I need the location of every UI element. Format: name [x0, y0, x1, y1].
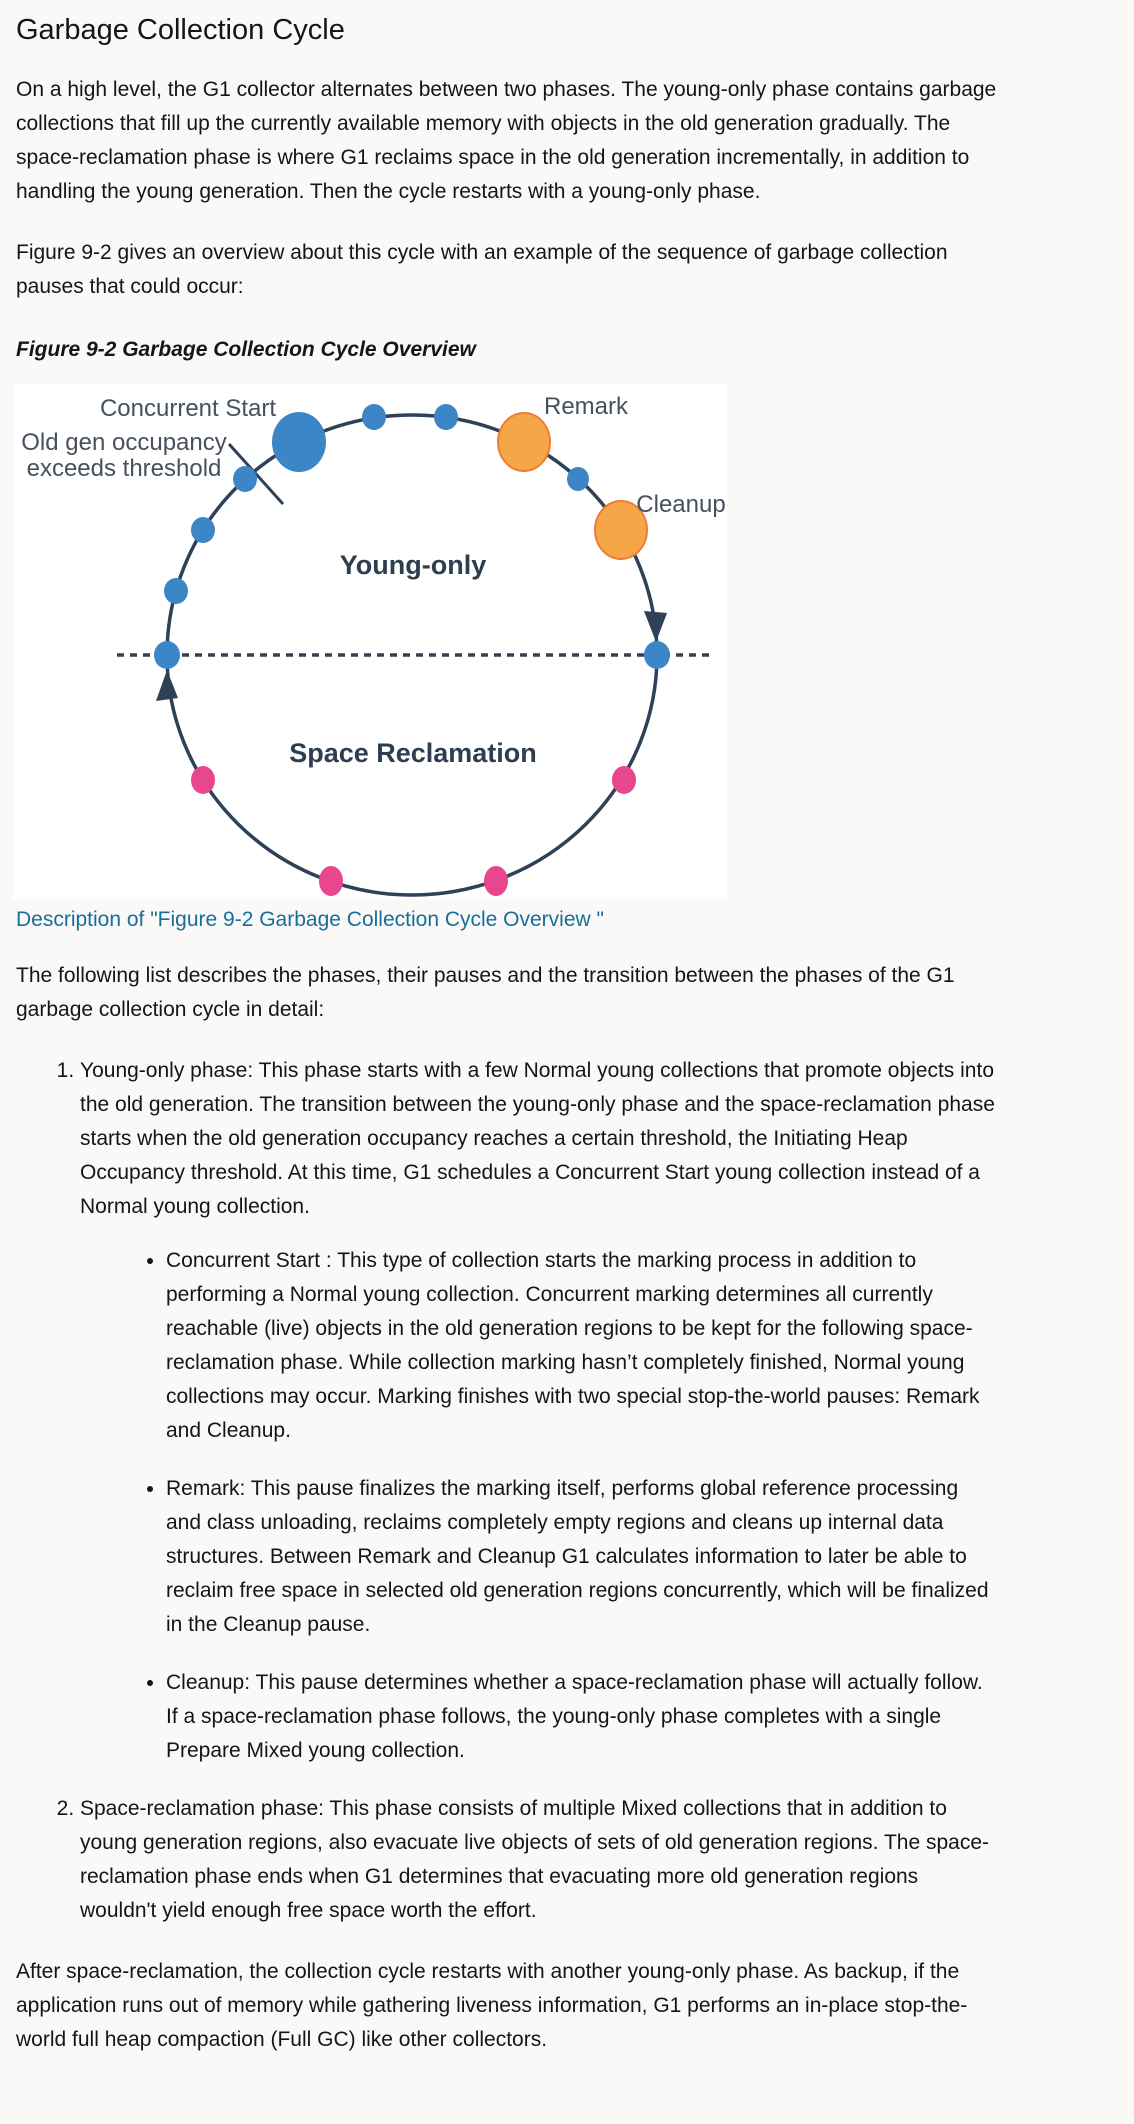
old-gen-occupancy-label-line2: exceeds threshold: [26, 455, 222, 482]
list-item-remark: • Remark: This pause finalizes the marking itself, performs global reference processing and class unloading, reclaims completely empty regions and cleans up internal data structures. Between Remark and Cleanup G1 calculates information to later be able to reclaim free space in selected old generation regions concurrently, which will be finalized in the Cleanup pause.: [166, 1472, 998, 1642]
cycle-arrow-down: [644, 611, 667, 642]
list-item-cleanup: • Cleanup: This pause determines whether a space-reclamation phase will actually follow. If a space-reclamation phase follows, the young-only phase completes with a single Prepare Mixed young collection.: [166, 1666, 998, 1768]
young-dot-top-2: [434, 404, 458, 430]
space-reclamation-phase-label: Space Reclamation: [289, 738, 537, 768]
figure-description-link[interactable]: Description of "Figure 9-2 Garbage Collection Cycle Overview ": [16, 908, 604, 931]
page-title: Garbage Collection Cycle: [16, 14, 345, 46]
young-dot-top-1: [362, 404, 386, 430]
young-dot-left-mid: [164, 578, 188, 604]
list-item-young-only-phase: [80, 1054, 998, 1768]
concurrent-start-label: Concurrent Start: [99, 395, 277, 422]
young-dot-left-dash: [154, 641, 180, 669]
gc-cycle-diagram: [13, 384, 727, 899]
closing-paragraph: After space-reclamation, the collection cycle restarts with another young-only phase. As backup, if the application runs out of memory while gathering liveness information, G1 performs an in-place stop-the-world full heap compaction (Full GC) like other collectors.: [16, 1960, 968, 2051]
young-only-phase-text: Young-only phase: This phase starts with a few Normal young collections that promote objects into the old generation. The transition between the young-only phase and the space-reclamation phase starts when the old generation occupancy reaches a certain threshold, the Initiating Heap Occupancy threshold. At this time, G1 schedules a Concurrent Start young collection instead of a Normal young collection.: [80, 1059, 995, 1218]
list-intro-paragraph: The following list describes the phases, their pauses and the transition between the phases of the G1 garbage collection cycle in detail:: [16, 964, 955, 1021]
intro-paragraph-2: Figure 9-2 gives an overview about this cycle with an example of the sequence of garbage collection pauses that could occur:: [16, 241, 948, 298]
list-item-space-reclamation-phase: [80, 1792, 998, 1928]
cleanup-label: Cleanup: [636, 491, 726, 518]
mixed-dot-bottom-right: [484, 866, 508, 896]
young-only-phase-label: Young-only: [339, 550, 487, 580]
intro-paragraph-1: On a high level, the G1 collector alternates between two phases. The young-only phase contains garbage collections that fill up the currently available memory with objects in the old generation gradually. The space-reclamation phase is where G1 reclaims space in the old generation incrementally, in addition to handling the young generation. Then the cycle restarts with a young-only phase.: [16, 78, 997, 203]
figure-gc-cycle: [13, 384, 727, 899]
mixed-dot-left: [191, 766, 215, 794]
doc-content: [16, 14, 998, 2057]
remark-label: Remark: [543, 393, 629, 420]
young-dot-threshold: [233, 466, 257, 492]
old-gen-occupancy-label-line1: Old gen occupancy: [21, 429, 227, 456]
young-dot-left-up: [191, 517, 215, 543]
mixed-dot-right: [612, 766, 636, 794]
concurrent-start-dot: [272, 412, 326, 472]
remark-dot: [498, 413, 550, 471]
young-dot-after-remark: [567, 467, 589, 491]
phase-ordered-list: [16, 1054, 998, 1928]
cycle-arrow-up: [156, 670, 178, 701]
figure-caption: Figure 9-2 Garbage Collection Cycle Overview: [16, 338, 476, 361]
mixed-dot-bottom-left: [319, 866, 343, 896]
space-reclamation-phase-text: Space-reclamation phase: This phase consists of multiple Mixed collections that in addition to young generation regions, also evacuate live objects of sets of old generation regions. The space-reclamation phase ends when G1 determines that evacuating more old generation regions wouldn't yield enough free space worth the effort.: [80, 1797, 990, 1922]
list-item-concurrent-start: • Concurrent Start : This type of collection starts the marking process in addition to performing a Normal young collection. Concurrent marking determines all currently reachable (live) objects in the old generation regions to be kept for the following space-reclamation phase. While collection marking hasn’t completely finished, Normal young collections may occur. Marking finishes with two special stop-the-world pauses: Remark and Cleanup.: [166, 1244, 998, 1448]
young-dot-right-dash: [644, 641, 670, 669]
pause-bullet-list: [80, 1244, 998, 1768]
